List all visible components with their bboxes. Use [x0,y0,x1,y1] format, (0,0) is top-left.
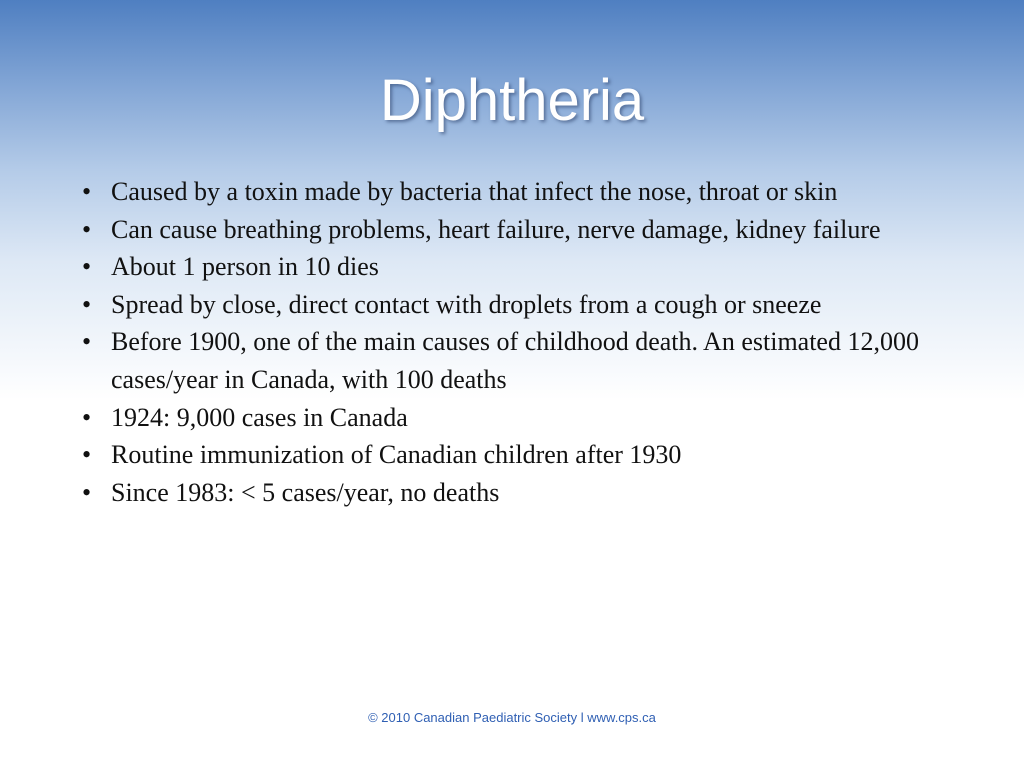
bullet-text: Routine immunization of Canadian children after 1930 [111,440,682,470]
list-item [76,173,956,211]
bullet-text: Caused by a toxin made by bacteria that infect the nose, throat or skin [111,177,838,206]
bullet-icon: • [82,327,92,357]
bullet-icon: • [82,214,92,244]
bullet-icon: • [82,252,92,282]
bullet-text: Spread by close, direct contact with droplets from a cough or sneeze [111,289,822,319]
bullet-text: About 1 person in 10 dies [111,252,379,282]
list-item [76,436,956,474]
list-item [76,211,956,249]
list-item [76,286,956,324]
bullet-icon: • [82,289,92,319]
list-item [76,248,956,286]
list-item [76,323,956,398]
bullet-icon: • [82,402,92,432]
bullet-text: Before 1900, one of the main causes of childhood death. An estimated 12,000 cases/year in Canada, with 100 deaths [111,327,919,394]
bullet-icon: • [82,440,92,470]
bullet-text: Can cause breathing problems, heart failure, nerve damage, kidney failure [111,214,881,244]
list-item [76,474,956,512]
list-item [76,399,956,437]
footer-copyright: © 2010 Canadian Paediatric Society l www.cps.ca [368,710,656,725]
bullet-text: 1924: 9,000 cases in Canada [111,402,408,432]
bullet-list [76,173,956,511]
bullet-icon: • [82,477,92,507]
bullet-text: Since 1983: < 5 cases/year, no deaths [111,477,500,507]
slide-title: Diphtheria [379,68,645,133]
bullet-icon: • [82,177,92,206]
